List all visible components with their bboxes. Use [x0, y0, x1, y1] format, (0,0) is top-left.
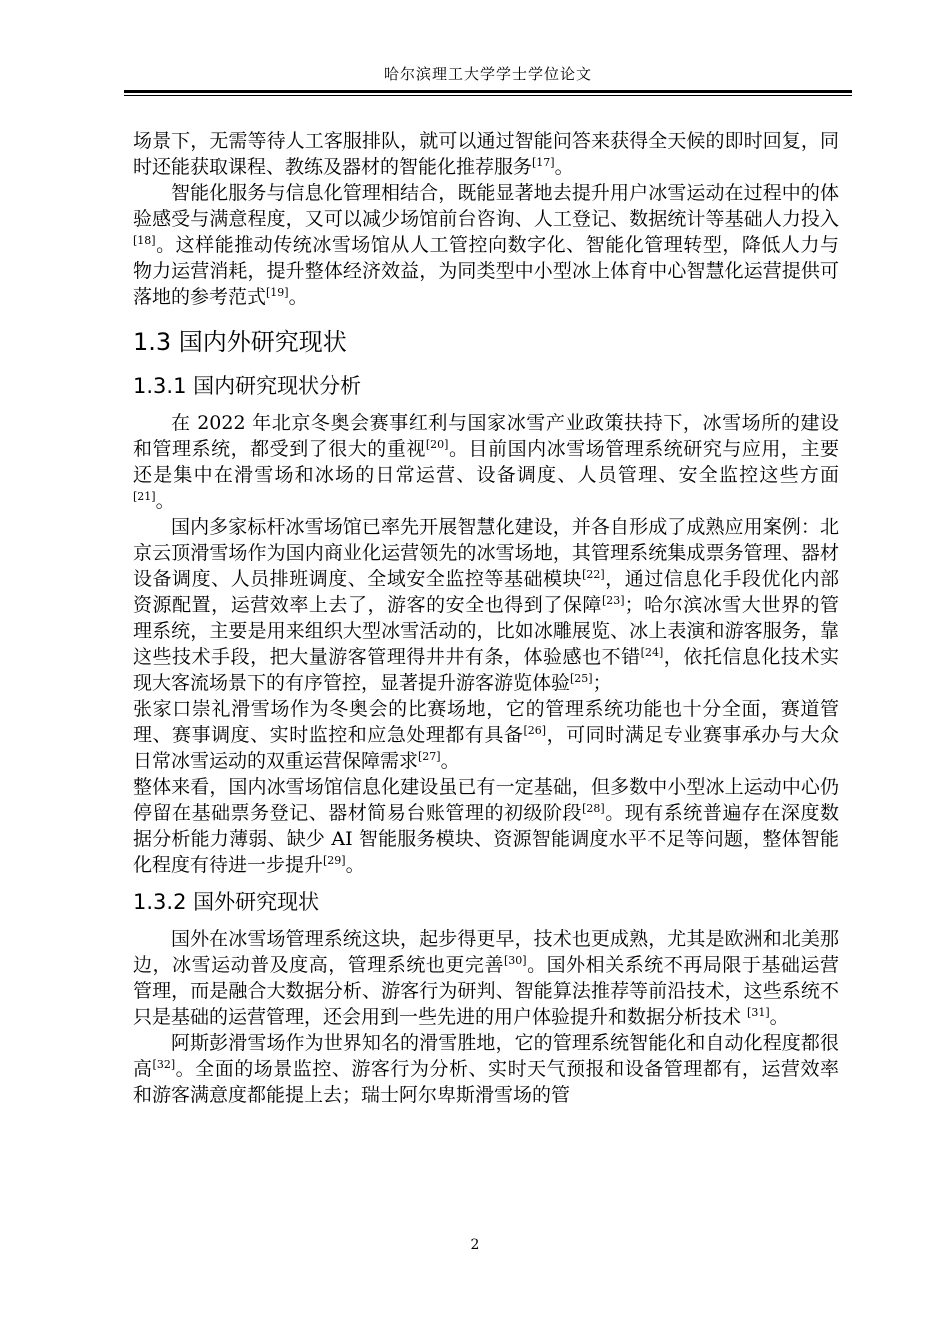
body-paragraph: 国内多家标杆冰雪场馆已率先开展智慧化建设，并各自形成了成熟应用案例：北京云顶滑雪场作为国内商业化运营领先的冰雪场地，其管理系统集成票务管理、器材设备调度、人员排班调度、全域安全监控等基础模块[22]，通过信息化手段优化内部资源配置，运营效率上去了，游客的安全也得到了保障[23]；哈尔滨冰雪大世界的管理系统，主要是用来组织大型冰雪活动的，比如冰雕展览、冰上表演和游客服务，靠这些技术手段，把大量游客管理得井井有条，体验感也不错[24]，依托信息化技术实现大客流场景下的有序管控，显著提升游客游览体验[25]；	[133, 516, 839, 694]
citation: [18]	[133, 234, 156, 247]
body-paragraph: 在 2022 年北京冬奥会赛事红利与国家冰雪产业政策扶持下，冰雪场所的建设和管理系统，都受到了很大的重视[20]。目前国内冰雪场管理系统研究与应用，主要还是集中在滑雪场和冰场的日常运营、设备调度、人员管理、安全监控这些方面 [21]。	[133, 412, 839, 512]
page-header: 哈尔滨理工大学学士学位论文	[383, 65, 592, 83]
body-paragraph: 国外在冰雪场管理系统这块，起步得更早，技术也更成熟，尤其是欧洲和北美那边，冰雪运动普及度高，管理系统也更完善[30]。国外相关系统不再局限于基础运营管理，而是融合大数据分析、游客行为研判、智能算法推荐等前沿技术，这些系统不只是基础的运营管理，还会用到一些先进的用户体验提升和数据分析技术 [31]。	[133, 928, 839, 1028]
citation: [30]	[503, 954, 527, 967]
citation: [24]	[640, 646, 664, 659]
citation: [31]	[747, 1006, 770, 1019]
citation: [23]	[601, 594, 625, 607]
citation: [29]	[323, 854, 346, 867]
body-paragraph: 阿斯彭滑雪场作为世界知名的滑雪胜地，它的管理系统智能化和自动化程度都很高[32]。全面的场景监控、游客行为分析、实时天气预报和设备管理都有，运营效率和游客满意度都能提上去；瑞士阿尔卑斯滑雪场的管	[133, 1032, 839, 1106]
body-paragraph: 整体来看，国内冰雪场馆信息化建设虽已有一定基础，但多数中小型冰上运动中心仍停留在基础票务登记、器材简易台账管理的初级阶段[28]。现有系统普遍存在深度数据分析能力薄弱、缺少 AI 智能服务模块、资源智能调度水平不足等问题，整体智能化程度有待进一步提升[29]。	[133, 776, 839, 876]
subsection-heading: 1.3.2 国外研究现状	[133, 890, 320, 914]
citation: [25]	[570, 672, 593, 685]
citation: [27]	[418, 750, 441, 763]
body-paragraph: 张家口崇礼滑雪场作为冬奥会的比赛场地，它的管理系统功能也十分全面，赛道管理、赛事调度、实时监控和应急处理都有具备[26]，可同时满足专业赛事承办与大众日常冰雪运动的双重运营保障需求[27]。	[133, 698, 839, 772]
citation: [20]	[425, 438, 449, 451]
citation: [32]	[152, 1058, 176, 1071]
citation: [26]	[523, 724, 547, 737]
citation: [28]	[582, 802, 605, 815]
header-rule-thick	[124, 90, 852, 93]
citation: [19]	[266, 286, 289, 299]
body-paragraph: 场景下，无需等待人工客服排队，就可以通过智能问答来获得全天候的即时回复，同时还能获取课程、教练及器材的智能化推荐服务[17]。	[133, 130, 839, 178]
citation: [21]	[133, 490, 156, 503]
body-paragraph: 智能化服务与信息化管理相结合，既能显著地去提升用户冰雪运动在过程中的体验感受与满意程度，又可以减少场馆前台咨询、人工登记、数据统计等基础人力投入[18]。这样能推动传统冰雪场馆从人工管控向数字化、智能化管理转型，降低人力与物力运营消耗，提升整体经济效益，为同类型中小型冰上体育中心智慧化运营提供可落地的参考范式[19]。	[133, 182, 839, 308]
page-number: 2	[470, 1237, 480, 1253]
citation: [17]	[532, 156, 555, 169]
header-rule-thin	[124, 95, 852, 96]
page-body	[133, 128, 839, 1108]
section-heading: 1.3 国内外研究现状	[133, 328, 347, 356]
subsection-heading: 1.3.1 国内研究现状分析	[133, 374, 362, 398]
citation: [22]	[582, 568, 605, 581]
